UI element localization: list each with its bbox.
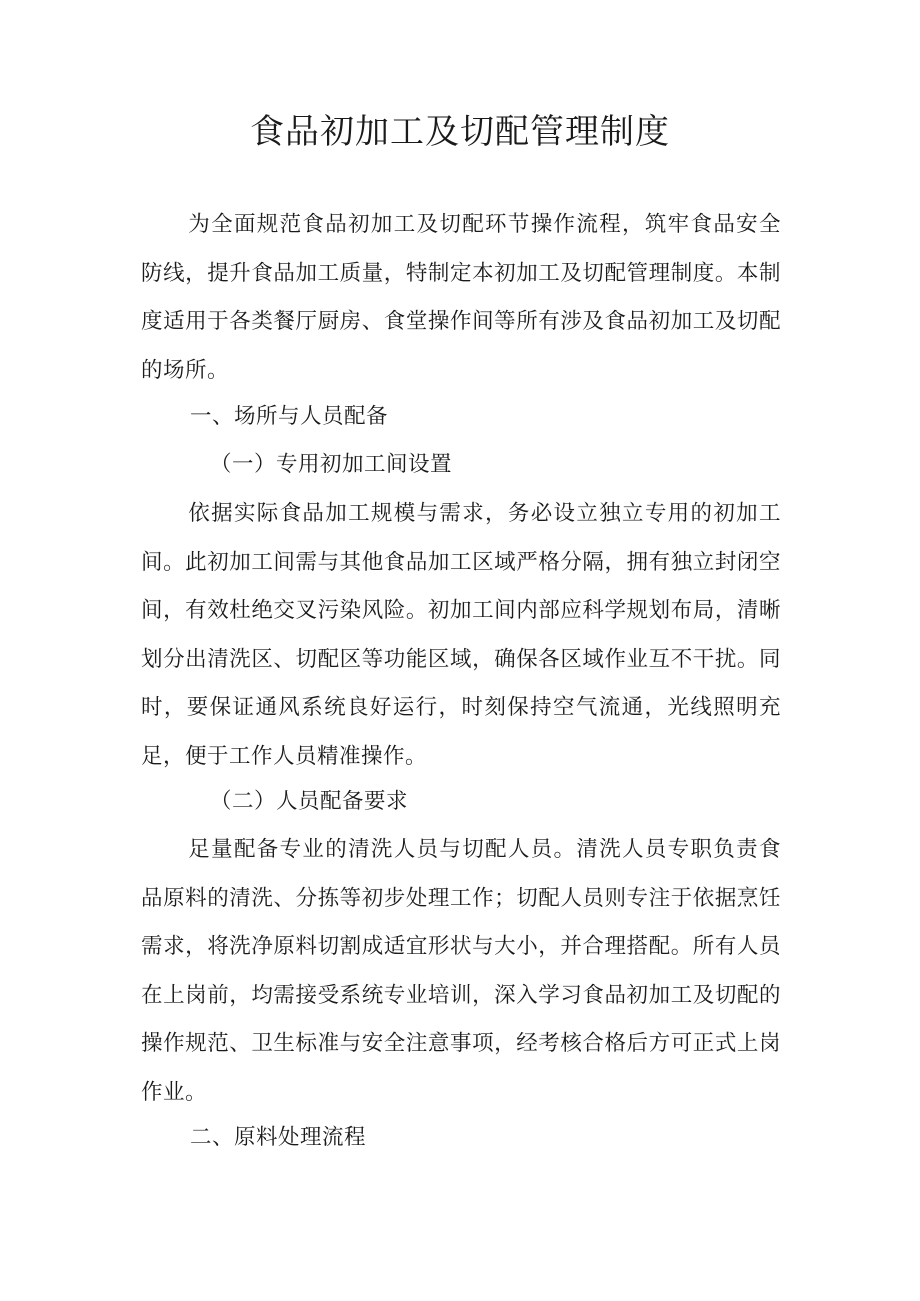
document-title: 食品初加工及切配管理制度: [250, 112, 670, 152]
intro-paragraph: 为全面规范食品初加工及切配环节操作流程，筑牢食品安全防线，提升食品加工质量，特制定本初加工及切配管理制度。本制度适用于各类餐厅厨房、食堂操作间等所有涉及食品初加工及切配的场所。: [141, 212, 781, 383]
section-heading-1: 一、场所与人员配备: [190, 404, 389, 429]
subsection-heading-1-1: （一）专用初加工间设置: [210, 452, 453, 477]
section-heading-2: 二、原料处理流程: [190, 1125, 367, 1150]
subsection-paragraph-1-1: 依据实际食品加工规模与需求，务必设立独立专用的初加工间。此初加工间需与其他食品加工区域严格分隔，拥有独立封闭空间，有效杜绝交叉污染风险。初加工间内部应科学规划布局，清晰划分出清洗区、切配区等功能区域，确保各区域作业互不干扰。同时，要保证通风系统良好运行，时刻保持空气流通，光线照明充足，便于工作人员精准操作。: [141, 501, 781, 769]
subsection-paragraph-1-2: 足量配备专业的清洗人员与切配人员。清洗人员专职负责食品原料的清洗、分拣等初步处理工作；切配人员则专注于依据烹饪需求，将洗净原料切割成适宜形状与大小，并合理搭配。所有人员在上岗前，均需接受系统专业培训，深入学习食品初加工及切配的操作规范、卫生标准与安全注意事项，经考核合格后方可正式上岗作业。: [141, 837, 781, 1105]
subsection-heading-1-2: （二）人员配备要求: [210, 789, 409, 814]
